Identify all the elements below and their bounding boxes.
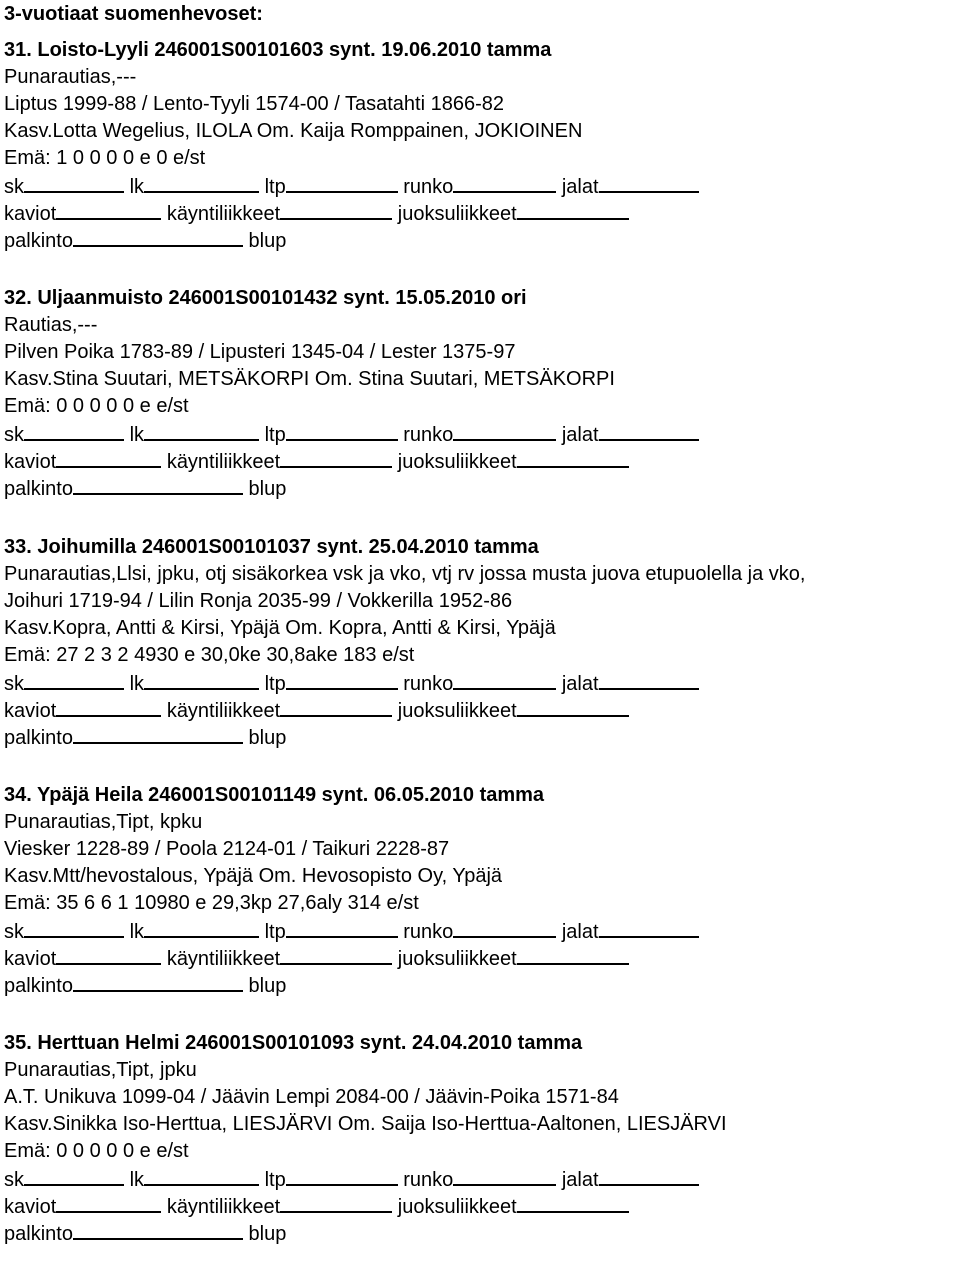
lk-blank[interactable] [144,918,259,938]
blup-label: blup [248,727,287,749]
entry-title: 33. Joihumilla 246001S00101037 synt. 25.04.2010 tamma [4,536,539,558]
entry-pedigree: A.T. Unikuva 1099-04 / Jäävin Lempi 2084-00 / Jäävin-Poika 1571-84 [4,1086,619,1108]
kayntiliikkeet-blank[interactable] [280,697,392,717]
runko-blank[interactable] [453,918,556,938]
lk-blank[interactable] [144,670,259,690]
palkinto-blank[interactable] [73,724,243,744]
palkinto-label: palkinto [4,478,73,500]
lk-blank[interactable] [144,421,259,441]
jalat-blank[interactable] [599,1166,699,1186]
score-row-2 [4,1193,629,1220]
juoksuliikkeet-blank[interactable] [517,1193,629,1213]
ltp-label: ltp [264,921,286,943]
entry-breeder-owner: Kasv.Kopra, Antti & Kirsi, Ypäjä Om. Kopra, Antti & Kirsi, Ypäjä [4,617,556,639]
score-row-1 [4,918,699,945]
runko-blank[interactable] [453,1166,556,1186]
ltp-label: ltp [264,1169,286,1191]
blup-label: blup [248,1223,287,1245]
jalat-label: jalat [561,424,599,446]
jalat-blank[interactable] [599,670,699,690]
palkinto-blank[interactable] [73,227,243,247]
runko-label: runko [403,1169,454,1191]
sk-label: sk [4,921,24,943]
sk-blank[interactable] [24,670,124,690]
jalat-label: jalat [561,673,599,695]
kayntiliikkeet-label: käyntiliikkeet [166,1196,281,1218]
entry-color: Rautias,--- [4,314,98,336]
kayntiliikkeet-blank[interactable] [280,1193,392,1213]
score-row-3 [4,475,286,502]
kaviot-blank[interactable] [56,697,161,717]
entry-dam-record: Emä: 27 2 3 2 4930 e 30,0ke 30,8ake 183 e/st [4,644,415,666]
entry-title: 32. Uljaanmuisto 246001S00101432 synt. 15.05.2010 ori [4,287,527,309]
kaviot-label: kaviot [4,203,57,225]
entry-breeder-owner: Kasv.Sinikka Iso-Herttua, LIESJÄRVI Om. Saija Iso-Herttua-Aaltonen, LIESJÄRVI [4,1113,727,1135]
page-heading: 3-vuotiaat suomenhevoset: [4,3,263,25]
entry-breeder-owner: Kasv.Mtt/hevostalous, Ypäjä Om. Hevosopisto Oy, Ypäjä [4,865,503,887]
juoksuliikkeet-label: juoksuliikkeet [397,948,517,970]
ltp-blank[interactable] [286,918,398,938]
runko-label: runko [403,424,454,446]
score-row-2 [4,448,629,475]
kayntiliikkeet-label: käyntiliikkeet [166,203,281,225]
kayntiliikkeet-blank[interactable] [280,448,392,468]
juoksuliikkeet-label: juoksuliikkeet [397,451,517,473]
entry-breeder-owner: Kasv.Stina Suutari, METSÄKORPI Om. Stina Suutari, METSÄKORPI [4,368,615,390]
score-row-3 [4,1220,286,1247]
lk-label: lk [129,673,145,695]
lk-label: lk [129,176,145,198]
blup-label: blup [248,478,287,500]
entry-color: Punarautias,Tipt, jpku [4,1059,197,1081]
entry-dam-record: Emä: 35 6 6 1 10980 e 29,3kp 27,6aly 314 e/st [4,892,419,914]
palkinto-blank[interactable] [73,1220,243,1240]
palkinto-label: palkinto [4,975,73,997]
entry-title: 31. Loisto-Lyyli 246001S00101603 synt. 19.06.2010 tamma [4,39,552,61]
entry-title: 35. Herttuan Helmi 246001S00101093 synt. 24.04.2010 tamma [4,1032,583,1054]
entry-color: Punarautias,Tipt, kpku [4,811,203,833]
runko-label: runko [403,673,454,695]
blup-label: blup [248,975,287,997]
palkinto-blank[interactable] [73,972,243,992]
blup-label: blup [248,230,287,252]
entry-color: Punarautias,--- [4,66,137,88]
palkinto-label: palkinto [4,230,73,252]
entry-title: 34. Ypäjä Heila 246001S00101149 synt. 06.05.2010 tamma [4,784,545,806]
juoksuliikkeet-label: juoksuliikkeet [397,203,517,225]
entry-color: Punarautias,Llsi, jpku, otj sisäkorkea vsk ja vko, vtj rv jossa musta juova etupuolella ja vko, [4,563,806,585]
kaviot-blank[interactable] [56,945,161,965]
lk-blank[interactable] [144,173,259,193]
juoksuliikkeet-blank[interactable] [517,945,629,965]
palkinto-blank[interactable] [73,475,243,495]
entry-breeder-owner: Kasv.Lotta Wegelius, ILOLA Om. Kaija Romppainen, JOKIOINEN [4,120,583,142]
ltp-label: ltp [264,424,286,446]
runko-blank[interactable] [453,670,556,690]
ltp-blank[interactable] [286,421,398,441]
sk-label: sk [4,176,24,198]
sk-label: sk [4,1169,24,1191]
kayntiliikkeet-blank[interactable] [280,945,392,965]
ltp-blank[interactable] [286,173,398,193]
kayntiliikkeet-label: käyntiliikkeet [166,700,281,722]
entry-dam-record: Emä: 0 0 0 0 0 e e/st [4,1140,189,1162]
score-row-3 [4,227,286,254]
kaviot-label: kaviot [4,1196,57,1218]
kaviot-label: kaviot [4,948,57,970]
lk-label: lk [129,424,145,446]
kaviot-label: kaviot [4,700,57,722]
kayntiliikkeet-label: käyntiliikkeet [166,948,281,970]
lk-label: lk [129,1169,145,1191]
ltp-label: ltp [264,176,286,198]
score-row-3 [4,972,286,999]
sk-blank[interactable] [24,918,124,938]
score-row-1 [4,173,699,200]
kaviot-label: kaviot [4,451,57,473]
kayntiliikkeet-label: käyntiliikkeet [166,451,281,473]
sk-blank[interactable] [24,173,124,193]
sk-label: sk [4,673,24,695]
score-row-1 [4,670,699,697]
score-row-1 [4,1166,699,1193]
entry-pedigree: Viesker 1228-89 / Poola 2124-01 / Taikuri 2228-87 [4,838,450,860]
score-row-3 [4,724,286,751]
sk-label: sk [4,424,24,446]
kayntiliikkeet-blank[interactable] [280,200,392,220]
entry-pedigree: Pilven Poika 1783-89 / Lipusteri 1345-04 / Lester 1375-97 [4,341,516,363]
palkinto-label: palkinto [4,727,73,749]
score-row-1 [4,421,699,448]
runko-label: runko [403,176,454,198]
sk-blank[interactable] [24,421,124,441]
lk-blank[interactable] [144,1166,259,1186]
kaviot-blank[interactable] [56,448,161,468]
kaviot-blank[interactable] [56,1193,161,1213]
sk-blank[interactable] [24,1166,124,1186]
juoksuliikkeet-blank[interactable] [517,448,629,468]
jalat-label: jalat [561,176,599,198]
ltp-blank[interactable] [286,1166,398,1186]
jalat-blank[interactable] [599,173,699,193]
juoksuliikkeet-label: juoksuliikkeet [397,1196,517,1218]
jalat-label: jalat [561,921,599,943]
palkinto-label: palkinto [4,1223,73,1245]
lk-label: lk [129,921,145,943]
ltp-blank[interactable] [286,670,398,690]
runko-label: runko [403,921,454,943]
juoksuliikkeet-blank[interactable] [517,697,629,717]
runko-blank[interactable] [453,421,556,441]
ltp-label: ltp [264,673,286,695]
juoksuliikkeet-blank[interactable] [517,200,629,220]
score-row-2 [4,200,629,227]
entry-dam-record: Emä: 1 0 0 0 0 e 0 e/st [4,147,206,169]
runko-blank[interactable] [453,173,556,193]
entry-pedigree: Liptus 1999-88 / Lento-Tyyli 1574-00 / Tasatahti 1866-82 [4,93,504,115]
entry-dam-record: Emä: 0 0 0 0 0 e e/st [4,395,189,417]
jalat-label: jalat [561,1169,599,1191]
score-row-2 [4,945,629,972]
kaviot-blank[interactable] [56,200,161,220]
score-row-2 [4,697,629,724]
entry-pedigree: Joihuri 1719-94 / Lilin Ronja 2035-99 / Vokkerilla 1952-86 [4,590,513,612]
juoksuliikkeet-label: juoksuliikkeet [397,700,517,722]
jalat-blank[interactable] [599,421,699,441]
jalat-blank[interactable] [599,918,699,938]
